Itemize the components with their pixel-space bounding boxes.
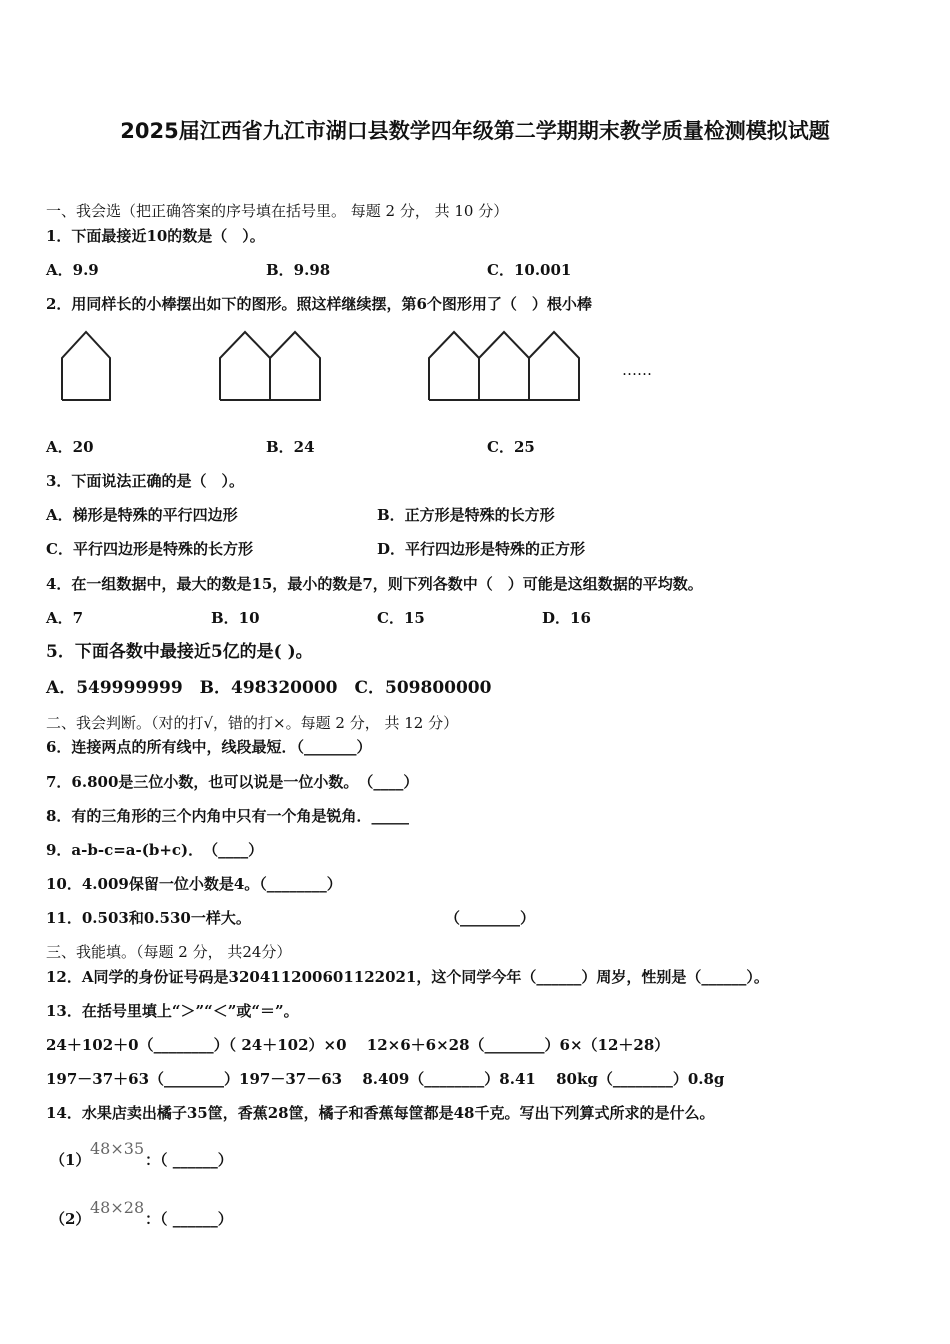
- q4-stem: 4．在一组数据中，最大的数是15，最小的数是7，则下列各数中（ ）可能是这组数据的平均数。: [46, 575, 703, 593]
- q3-option-a: A．梯形是特殊的平行四边形: [46, 506, 238, 524]
- q7: 7．6.800是三位小数，也可以说是一位小数。 （____）: [46, 773, 419, 791]
- q4-option-d: D．16: [542, 609, 591, 627]
- house-figure-2: [220, 332, 320, 400]
- q13-row-2: 197－37＋63（________）197－37－63 8.409（________）8.41 80kg（________）0.8g: [46, 1070, 725, 1088]
- house-figure-1: [62, 332, 110, 400]
- q1-stem: 1．下面最接近10的数是（ ）。: [46, 227, 265, 245]
- q14-1-expression: 48×35: [90, 1139, 145, 1158]
- q14-stem: 14．水果店卖出橘子35筐，香蕉28筐，橘子和香蕉每筐都是48千克。写出下列算式所求的是什么。: [46, 1104, 715, 1122]
- q11-blank: （________）: [445, 909, 536, 927]
- q13-stem: 13．在括号里填上“＞”“＜”或“＝”。: [46, 1002, 299, 1020]
- page-title: 2025届江西省九江市湖口县数学四年级第二学期期末教学质量检测模拟试题: [120, 119, 830, 143]
- q1-option-c: C．10.001: [487, 261, 572, 279]
- q3-stem: 3．下面说法正确的是（ ）。: [46, 472, 244, 490]
- section-1-header: 一、我会选（把正确答案的序号填在括号里。 每题 2 分， 共 10 分）: [46, 202, 509, 220]
- q5-stem: 5．下面各数中最接近5亿的是( )。: [46, 642, 313, 662]
- q4-option-c: C．15: [377, 609, 425, 627]
- q14-2-expression: 48×28: [90, 1198, 145, 1217]
- q6: 6．连接两点的所有线中，线段最短．（_______）: [46, 738, 372, 756]
- q12: 12．A同学的身份证号码是320411200601122021，这个同学今年（______）周岁，性别是（______）。: [46, 968, 769, 986]
- q14-2-label: （2）: [50, 1210, 91, 1228]
- q14-1-blank: ：（ ______）: [145, 1151, 233, 1169]
- q2-option-b: B．24: [266, 438, 315, 456]
- q4-option-b: B．10: [211, 609, 260, 627]
- q3-option-d: D．平行四边形是特殊的正方形: [377, 540, 586, 558]
- section-3-header: 三、我能填。（每题 2 分， 共24分）: [46, 943, 292, 961]
- q4-option-a: A．7: [46, 609, 84, 627]
- q13-row-1: 24＋102＋0（________）（ 24＋102）×0 12×6＋6×28（________）6×（12＋28）: [46, 1036, 670, 1054]
- q11: 11．0.503和0.530一样大。: [46, 909, 251, 927]
- q10: 10．4.009保留一位小数是4。（________）: [46, 875, 342, 893]
- figure-ellipsis: ……: [622, 361, 652, 379]
- house-figure-3: [429, 332, 579, 400]
- q14-2-blank: ：（ ______）: [145, 1210, 233, 1228]
- q2-stem: 2．用同样长的小棒摆出如下的图形。照这样继续摆，第6个图形用了（ ）根小棒: [46, 295, 592, 313]
- q1-option-a: A．9.9: [46, 261, 99, 279]
- q2-option-c: C．25: [487, 438, 535, 456]
- q14-1-label: （1）: [50, 1151, 91, 1169]
- q3-option-b: B．正方形是特殊的长方形: [377, 506, 555, 524]
- q9: 9．a-b-c=a-(b+c)． （____）: [46, 841, 264, 859]
- q3-option-c: C．平行四边形是特殊的长方形: [46, 540, 253, 558]
- q8: 8．有的三角形的三个内角中只有一个角是锐角．_____: [46, 807, 409, 825]
- q2-option-a: A．20: [46, 438, 94, 456]
- q5-options: A．549999999 B．498320000 C．509800000: [46, 678, 492, 698]
- q1-option-b: B．9.98: [266, 261, 331, 279]
- section-2-header: 二、我会判断。（对的打√，错的打×。每题 2 分， 共 12 分）: [46, 714, 459, 732]
